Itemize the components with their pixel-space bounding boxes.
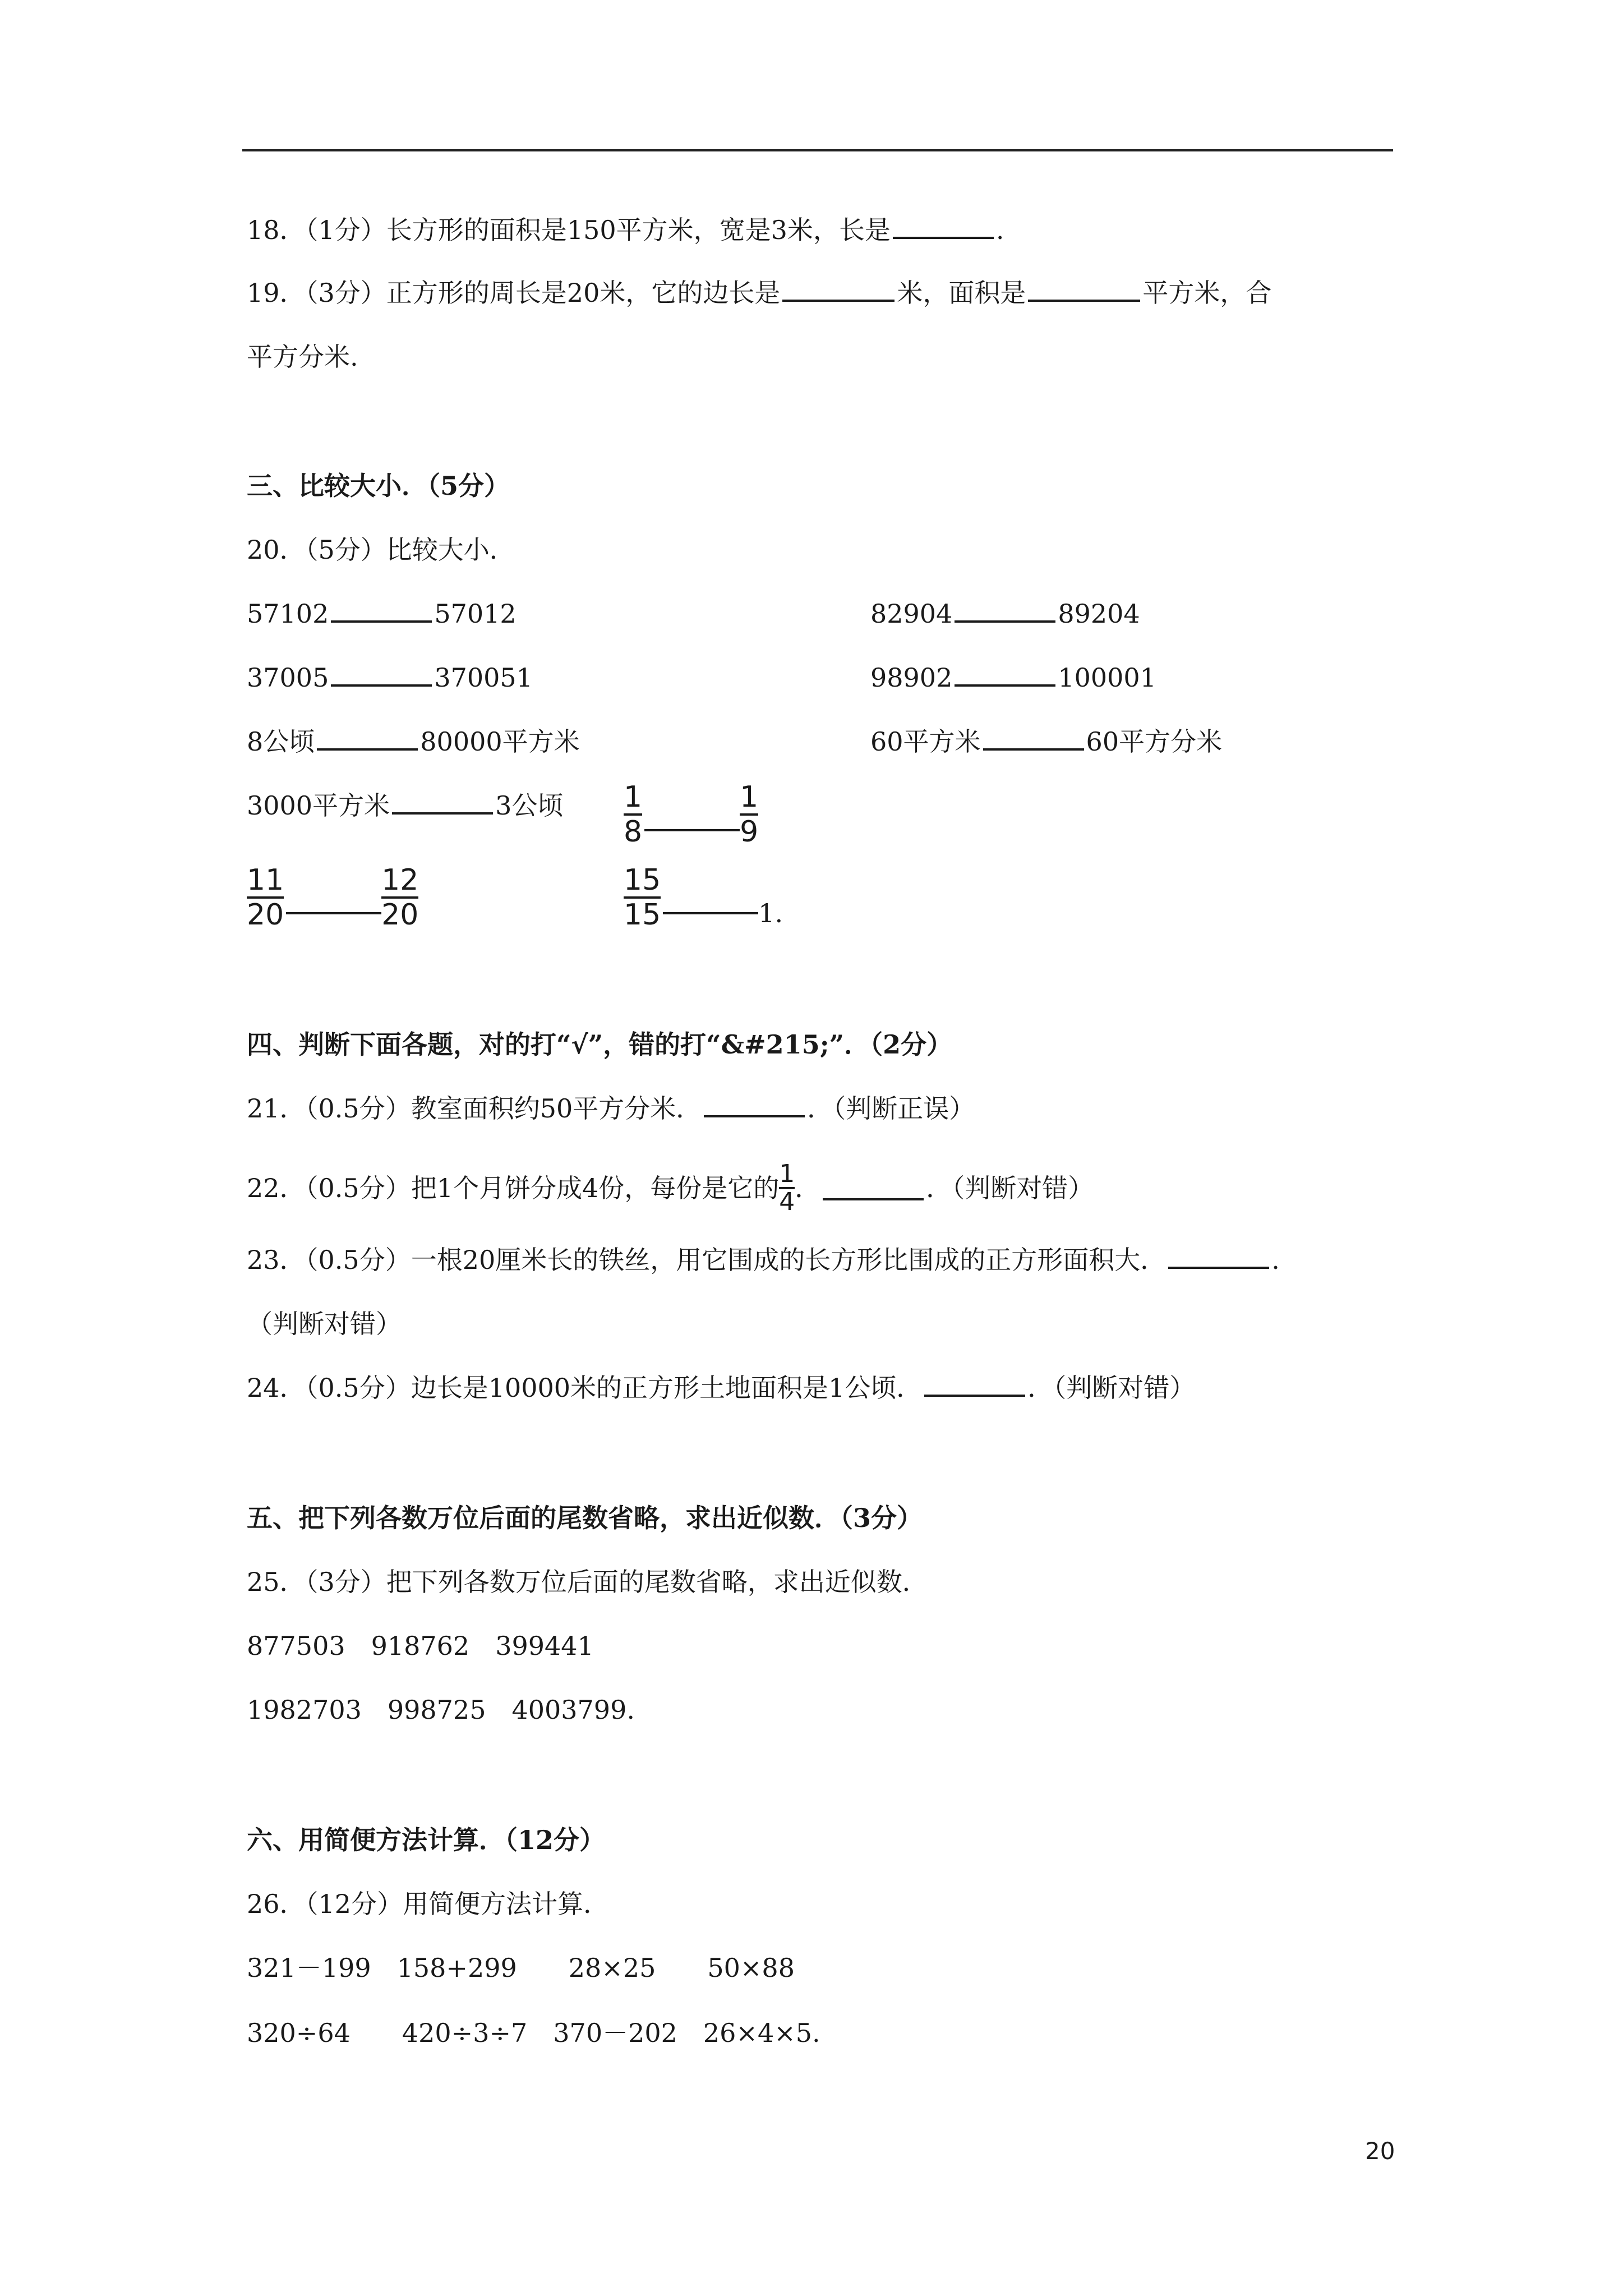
compare-2a-right: 370051 <box>434 662 533 693</box>
fraction-1-8: $\frac{1}{8}$ <box>624 780 643 849</box>
compare-3b-blank[interactable] <box>983 726 1084 751</box>
compare-1b-left: 82904 <box>870 599 953 629</box>
compare-1a-left: 57102 <box>247 599 329 629</box>
compare-row-4 <box>247 789 1368 822</box>
compare-1a-right: 57012 <box>434 599 517 629</box>
compare-3b-right: 60平方分米 <box>1086 726 1223 757</box>
q25-numbers-row-1: 877503 918762 399441 <box>247 1631 594 1661</box>
compare-5a <box>247 864 418 931</box>
q22-answer-blank[interactable] <box>823 1176 924 1200</box>
question-23 <box>247 1243 1280 1277</box>
question-20: 20．（5分）比较大小． <box>247 535 515 565</box>
compare-3a-left: 8公顷 <box>247 726 315 757</box>
compare-4a-left: 3000平方米 <box>247 790 390 821</box>
compare-row-3 <box>247 725 1368 758</box>
q26-row-2: 320÷64 420÷3÷7 370－202 26×4×5. <box>247 2018 820 2048</box>
fraction-1-9: $\frac{1}{9}$ <box>740 780 759 849</box>
q18-answer-blank[interactable] <box>893 214 994 239</box>
q22-text: 22．（0.5分）把1个月饼分成4份，每份是它的 <box>247 1173 780 1203</box>
section-5-heading: 五、把下列各数万位后面的尾数省略，求出近似数．（3分） <box>247 1503 923 1533</box>
q24-text: 24．（0.5分）边长是10000米的正方形土地面积是1公顷． <box>247 1373 923 1403</box>
section-6-heading: 六、用简便方法计算．（12分） <box>247 1825 606 1855</box>
compare-4b-blank[interactable] <box>644 829 740 831</box>
q22-mid: ． <box>795 1173 821 1203</box>
q21-suffix: ．（判断正误） <box>807 1093 975 1124</box>
q19-mid2: 平方米，合 <box>1142 278 1272 308</box>
question-24 <box>247 1371 1195 1405</box>
compare-4a-blank[interactable] <box>392 790 493 815</box>
q18-suffix: . <box>995 215 1004 245</box>
compare-row-2 <box>247 661 1368 694</box>
q19-line2: 平方分米. <box>247 342 358 372</box>
q26-row-1: 321－199 158+299 28×25 50×88 <box>247 1953 795 1983</box>
compare-row-1 <box>247 597 1368 631</box>
section-4-heading: 四、判断下面各题，对的打“√”，错的打“&#215;”．（2分） <box>247 1029 953 1060</box>
q23-answer-blank[interactable] <box>1168 1244 1269 1269</box>
fraction-12-20: $\frac{12}{20}$ <box>381 863 419 932</box>
q24-answer-blank[interactable] <box>924 1372 1025 1397</box>
compare-5a-blank[interactable] <box>286 912 381 914</box>
question-26: 26．（12分）用简便方法计算． <box>247 1889 610 1919</box>
header-rule <box>242 149 1393 151</box>
fraction-1-4: $\frac{1}{4}$ <box>779 1159 795 1216</box>
compare-5b-blank[interactable] <box>663 912 758 914</box>
q19-text: 19．（3分）正方形的周长是20米，它的边长是 <box>247 278 781 308</box>
q23-text: 23．（0.5分）一根20厘米长的铁丝，用它围成的长方形比围成的正方形面积大． <box>247 1245 1166 1275</box>
q24-suffix: ．（判断对错） <box>1027 1373 1196 1403</box>
q21-answer-blank[interactable] <box>704 1093 805 1117</box>
compare-3a-right: 80000平方米 <box>420 726 580 757</box>
compare-2b-left: 98902 <box>870 662 953 693</box>
compare-1b-right: 89204 <box>1058 599 1140 629</box>
compare-5b <box>624 864 783 931</box>
compare-3a-blank[interactable] <box>317 726 418 751</box>
page-number: 20 <box>1365 2137 1395 2165</box>
compare-2a-left: 37005 <box>247 662 329 693</box>
question-22 <box>247 1161 1094 1215</box>
compare-2b-right: 100001 <box>1058 662 1156 693</box>
fraction-15-15: $\frac{15}{15}$ <box>624 863 661 932</box>
fraction-11-20: $\frac{11}{20}$ <box>247 863 284 932</box>
question-23-line2: （判断对错） <box>247 1309 402 1339</box>
q21-text: 21．（0.5分）教室面积约50平方分米． <box>247 1093 702 1124</box>
compare-3b-left: 60平方米 <box>870 726 981 757</box>
question-21 <box>247 1092 975 1125</box>
compare-3b <box>870 725 1222 758</box>
compare-1b-blank[interactable] <box>955 598 1055 623</box>
question-19 <box>247 276 1271 310</box>
compare-4a-right: 3公顷 <box>495 790 564 821</box>
q22-suffix: ．（判断对错） <box>926 1173 1094 1203</box>
q23-suffix: . <box>1271 1245 1280 1275</box>
q19-blank-side[interactable] <box>782 277 895 302</box>
compare-1a-blank[interactable] <box>331 598 432 623</box>
compare-2b <box>870 661 1156 694</box>
question-25: 25．（3分）把下列各数万位后面的尾数省略，求出近似数． <box>247 1567 928 1597</box>
compare-1b <box>870 597 1140 631</box>
compare-2b-blank[interactable] <box>955 662 1055 687</box>
question-18 <box>247 213 1004 247</box>
compare-5b-right: 1. <box>758 898 783 928</box>
q19-mid1: 米，面积是 <box>897 278 1026 308</box>
q18-text: 18．（1分）长方形的面积是150平方米，宽是3米，长是 <box>247 215 891 245</box>
compare-4b <box>624 781 758 848</box>
section-3-heading: 三、比较大小．（5分） <box>247 471 510 501</box>
q25-numbers-row-2: 1982703 998725 4003799. <box>247 1695 635 1725</box>
q19-blank-area[interactable] <box>1028 277 1140 302</box>
compare-2a-blank[interactable] <box>331 662 432 687</box>
question-19-line2 <box>247 340 358 374</box>
